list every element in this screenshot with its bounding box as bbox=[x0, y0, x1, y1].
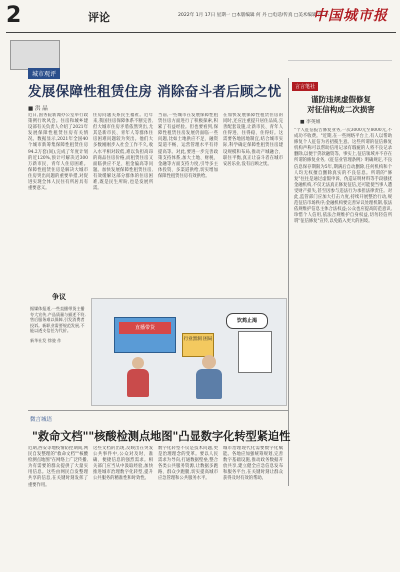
caption-body: 据媒体报道,一些直播带货主播夸大宣传,产品质量与描述不符,售后服务难以保障,引发消费者投诉。新职业需要规范发展,不能以透支信任为代价。 bbox=[30, 306, 86, 334]
right-top-divider bbox=[288, 60, 392, 61]
industry-badge: 行业黑洞 困局 bbox=[182, 333, 214, 357]
article-byline: ■ 洪 晶 bbox=[28, 106, 48, 112]
bottom-column-1: 近期,西安等地疫情防控期间,网民自发整理的"救命文档""核酸检测点地图"在网络上广泛传播,为有需要的群众提供了大量实用信息。这些由网民自发整理共享的信息,在关键时刻发挥了重要作用。 bbox=[28, 446, 88, 488]
speech-bubble: 饮鸩止渴 bbox=[226, 313, 268, 329]
section-name: 评论 bbox=[88, 11, 110, 24]
cartoon-illustration bbox=[91, 298, 287, 406]
person-body bbox=[196, 369, 222, 399]
bottom-article-headline: "救命文档""核酸检测点地图"凸显数字化转型紧迫性 bbox=[32, 430, 291, 443]
page-header bbox=[0, 0, 400, 40]
caption-title: 争议 bbox=[52, 293, 66, 301]
bottom-column-2: 这些文档的出现,反映出在突发公共事件中,公众对及时、准确、便捷信息的强烈需求。相关部门应当从中汲取经验,加快推进城市治理数字化转型,提升公共服务的精准性和时效性。 bbox=[93, 446, 153, 482]
page-number: 2 bbox=[6, 3, 22, 28]
article-column-2: 住房问题关系民生福祉。近年来,我国住房保障体系不断完善,但大城市住房矛盾依然突出,尤其是新市民、青年人等群体住房困难问题较为突出。他们大多数刚刚步入社会工作不久,收入水平相对较低,难以负担高昂的商品住房价格,而租赁住房又面临供应不足、租金偏高等问题。加快发展保障性租赁住房,有效缓解这部分群体的住房困难,既是民生所盼,也是发展所需。 bbox=[93, 113, 153, 192]
bottom-article-tag: 微言城语 bbox=[30, 417, 53, 423]
screen-label: 直播带货 bbox=[119, 322, 171, 334]
column-divider bbox=[288, 78, 289, 486]
right-headline-line-1: 谨防违规虚假修复 bbox=[311, 95, 371, 104]
live-stream-screen bbox=[114, 317, 176, 353]
masthead-logo: 中国城市报 bbox=[313, 8, 388, 24]
bottom-section-divider bbox=[28, 410, 288, 411]
right-headline-line-2: 对征信构成二次损害 bbox=[307, 105, 375, 114]
qr-code-image bbox=[10, 40, 60, 70]
article-tag: 城市观评 bbox=[28, 68, 60, 79]
article-column-4: 在加快发展保障性租赁住房的同时,还应注重提升居住品质,完善配套设施,让新市民、青年人住得进、住得稳、住得好。这需要各地因地制宜,结合城市实际,科学确定保障性租赁住房建设规模和布局,推动产城融合、职住平衡,真正让奋斗者在城市安居乐业,没有后顾之忧。 bbox=[223, 113, 283, 167]
right-article-headline bbox=[298, 95, 384, 115]
house-icon bbox=[238, 331, 272, 373]
caption-credit: 新华社发 徐骏 作 bbox=[30, 337, 62, 343]
article-column-3: 当前,一些城市在发展保障性租赁住房方面进行了积极探索,积累了有益经验。但也要看到,保障性租赁住房发展仍面临一些问题,比如土地供应不足、融资渠道不畅、运营管理水平有待提高等。对此,要进一步完善政策支持体系,加大土地、财税、金融等方面支持力度,引导多主体投资、多渠道供给,切实增加保障性租赁住房有效供给。 bbox=[158, 113, 218, 179]
date-line: 2022年 1月 17日 星期一 □本版编辑 何 丹 □电话/传真 □美术编辑 邵 小 bbox=[178, 13, 329, 18]
cartoon-caption-box bbox=[30, 292, 88, 400]
header-divider bbox=[6, 32, 396, 33]
bottom-column-3: 数字化转型不仅是技术问题,更是治理理念的变革。要以人民需求为导向,打通数据壁垒,整合各类公共服务资源,让数据多跑路、群众少跑腿,切实提高城市应急管理和公共服务水平。 bbox=[158, 446, 218, 482]
article-column-1: 近日,国务院新闻办公室举行政策例行吹风会。住房和城乡建设部有关负责人介绍了2021年发展保障性租赁住房有关情况。数据显示,2021年全国40个城市新筹集保障性租赁住房94.2万套(间),完成了年度计划的近120%,预计可解决近300万新市民、青年人住房困难。保障性租赁住房是解决大城市住房突出问题的重要举措,对促进实现全体人民住有所居具有重要意义。 bbox=[28, 113, 88, 192]
person-body bbox=[127, 369, 149, 397]
article-headline: 发展保障性租赁住房 消除奋斗者后顾之忧 bbox=[28, 84, 282, 100]
person-head bbox=[202, 355, 216, 369]
right-article-body: "个人征信报告修复业务,一次3000元至8000元,不成功不收费。"近期,在一些网络平台上,有人以帮助修复个人征信为名招揽生意。这些所谓的征信修复机构声称可以帮助信用记录有瑕疵的人将不良记录删除,以便于贷款融资等。事实上,征信领域并不存在所谓的修复业务,《征信业管理条例》明确规定,不良信息保存期限为5年,期满后自动删除,任何机构和个人均无权擅自删除真实的不良信息。所谓的"修复"往往是通过虚假申诉、伪造证明材料等手段骚扰金融机构,不仅无法真正修复征信,还可能使当事人遭受财产损失,甚至因参与违法行为承担法律责任。对此,监管部门应加大打击力度,持续开展整治行动,规范征信市场秩序;金融机构要完善异议处理机制,依法依规维护信息主体合法权益;公众也应提高防范意识,珍惜个人信用,依法合规维护自身权益,切勿轻信所谓"征信修复"宣传,以免陷入更大的困境。 bbox=[294, 128, 392, 225]
right-article-byline: ■ 李英姐 bbox=[300, 120, 321, 125]
bottom-column-4: 城市治理现代化需要数字化赋能。各地应加强统筹规划,完善数字基础设施,推动政务数据开放共享,建立健全应急信息发布和服务平台,在关键时刻让群众获得及时有效的帮助。 bbox=[223, 446, 283, 482]
person-head bbox=[132, 357, 144, 369]
right-article-tag: 言言笔社 bbox=[292, 82, 318, 91]
